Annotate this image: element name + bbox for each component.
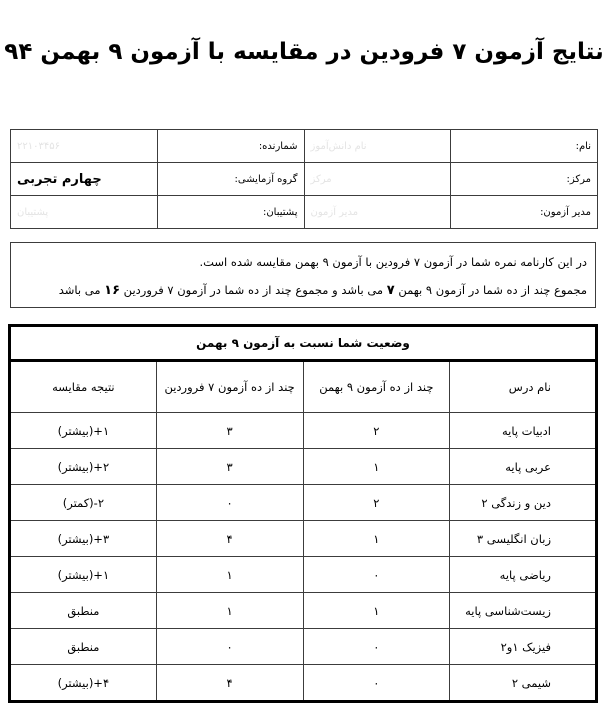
notice-text-c: می باشد (58, 283, 105, 297)
info-row-name (11, 130, 598, 163)
column-header-farvardin: چند از ده آزمون ۷ فروردین (156, 361, 303, 413)
student-info-table (10, 129, 598, 229)
subject-cell: زیست‌شناسی پایه (450, 593, 597, 629)
table-row (10, 413, 597, 449)
comparison-body (10, 413, 597, 702)
subject-cell: زبان انگلیسی ۳ (450, 521, 597, 557)
bahman-score-cell: ۰ (303, 557, 450, 593)
result-cell: ۳+(بیشتر) (10, 521, 157, 557)
bahman-score-cell: ۰ (303, 629, 450, 665)
result-cell: ۱+(بیشتر) (10, 557, 157, 593)
column-header-result: نتیجه مقایسه (10, 361, 157, 413)
result-cell: منطبق (10, 593, 157, 629)
subject-cell: عربی پایه (450, 449, 597, 485)
table-row (10, 557, 597, 593)
column-header-bahman: چند از ده آزمون ۹ بهمن (303, 361, 450, 413)
number-label: شمارنده: (157, 130, 304, 163)
bahman-score-cell: ۱ (303, 593, 450, 629)
farvardin-score-cell: ۳ (156, 449, 303, 485)
group-header: وضعیت شما نسبت به آزمون ۹ بهمن (10, 326, 597, 361)
bahman-score-cell: ۲ (303, 485, 450, 521)
farvardin-score-cell: ۴ (156, 665, 303, 702)
notice-box (10, 242, 596, 308)
column-header-subject: نام درس (450, 361, 597, 413)
group-value: چهارم تجربی (11, 163, 158, 196)
farvardin-score-cell: ۴ (156, 521, 303, 557)
column-header-row (10, 361, 597, 413)
manager-label: مدیر آزمون: (451, 196, 598, 229)
info-row-center (11, 163, 598, 196)
bahman-score-cell: ۱ (303, 521, 450, 557)
subject-cell: فیزیک ۱و۲ (450, 629, 597, 665)
support-value: پشتیبان (11, 196, 158, 229)
bahman-score-cell: ۰ (303, 665, 450, 702)
table-row (10, 593, 597, 629)
group-label: گروه آزمایشی: (157, 163, 304, 196)
table-row (10, 485, 597, 521)
manager-value: مدیر آزمون (304, 196, 451, 229)
total-bahman: ۷ (386, 283, 395, 298)
farvardin-score-cell: ۱ (156, 593, 303, 629)
name-label: نام: (451, 130, 598, 163)
result-cell: ۱+(بیشتر) (10, 413, 157, 449)
notice-line-1: در این کارنامه نمره شما در آزمون ۷ فرودین با آزمون ۹ بهمن مقایسه شده است. (199, 255, 587, 269)
subject-cell: ادبیات پایه (450, 413, 597, 449)
farvardin-score-cell: ۱ (156, 557, 303, 593)
notice-line-2 (19, 276, 587, 305)
name-value: نام دانش‌آموز (304, 130, 451, 163)
farvardin-score-cell: ۰ (156, 485, 303, 521)
center-label: مرکز: (451, 163, 598, 196)
farvardin-score-cell: ۳ (156, 413, 303, 449)
result-cell: ۲-(کمتر) (10, 485, 157, 521)
table-row (10, 449, 597, 485)
total-farvardin: ۱۶ (104, 283, 121, 298)
result-cell: منطبق (10, 629, 157, 665)
table-row (10, 521, 597, 557)
subject-cell: شیمی ۲ (450, 665, 597, 702)
notice-text-b: می باشد و مجموع چند از ده شما در آزمون ۷ فروردین (120, 283, 387, 297)
comparison-table (8, 324, 598, 703)
notice-text-a: مجموع چند از ده شما در آزمون ۹ بهمن (394, 283, 587, 297)
subject-cell: دین و زندگی ۲ (450, 485, 597, 521)
center-value: مرکز (304, 163, 451, 196)
bahman-score-cell: ۱ (303, 449, 450, 485)
info-row-manager (11, 196, 598, 229)
number-value: ۲۲۱۰۳۴۵۶ (11, 130, 158, 163)
result-cell: ۴+(بیشتر) (10, 665, 157, 702)
table-row (10, 665, 597, 702)
support-label: پشتیبان: (157, 196, 304, 229)
group-header-row (10, 326, 597, 361)
page-title: نتایج آزمون ۷ فرودین در مقایسه با آزمون ۹ بهمن ۹۴ (4, 39, 604, 65)
table-row (10, 629, 597, 665)
farvardin-score-cell: ۰ (156, 629, 303, 665)
result-cell: ۲+(بیشتر) (10, 449, 157, 485)
subject-cell: ریاضی پایه (450, 557, 597, 593)
bahman-score-cell: ۲ (303, 413, 450, 449)
